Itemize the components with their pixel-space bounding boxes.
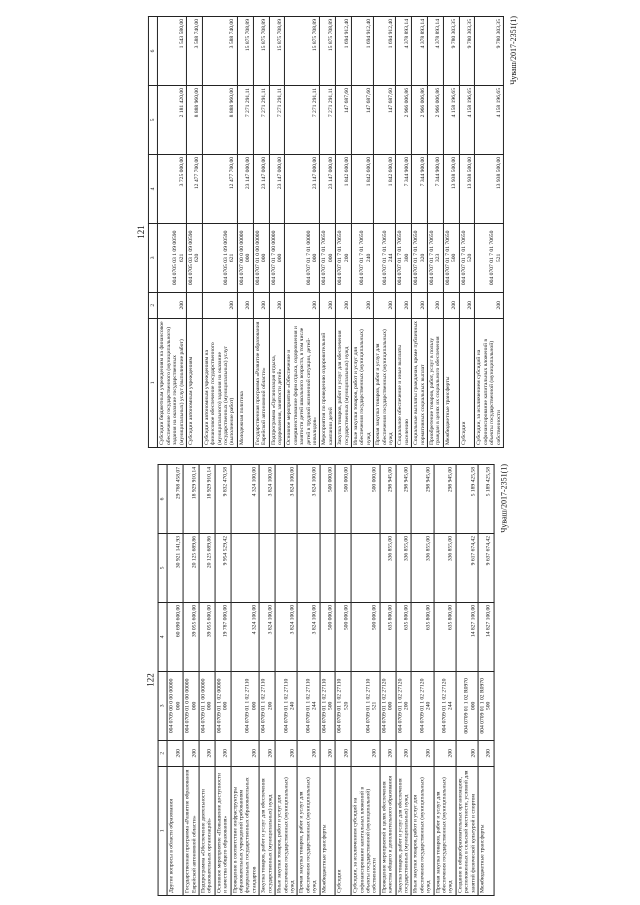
column-header: 3: [148, 223, 157, 292]
row-approved-amount: 14 827 100,00: [478, 602, 494, 671]
row-line-code: 200: [396, 740, 412, 766]
row-description: Закупка товаров, работ и услуг для обеспечения государственных (муниципальных) нужд: [336, 318, 352, 447]
row-budget-code: 004 0707 01 7 01 70650 200: [336, 223, 352, 292]
row-executed-amount: 8 888 960,00: [186, 85, 202, 154]
page-122: [4, 460, 636, 900]
row-unexecuted-amount: 5 189 425,58: [456, 465, 478, 534]
row-line-code: 200: [351, 292, 373, 318]
row-unexecuted-amount: 5 189 425,58: [478, 465, 494, 534]
row-budget-code: 004 0707 01 7 01 00000 000: [285, 223, 320, 292]
row-line-code: [186, 292, 202, 318]
row-approved-amount: 635 800,00: [396, 602, 412, 671]
row-unexecuted-amount: 4 378 893,14: [412, 17, 428, 86]
row-budget-code: 004 0709 01 1 02 27110 200: [259, 671, 275, 740]
table-row: [475, 17, 504, 448]
row-line-code: 200: [396, 292, 412, 318]
row-budget-code: 004 0709 01 1 02 27110 240: [275, 671, 297, 740]
table-row: [351, 17, 373, 448]
row-unexecuted-amount: 9 780 303,35: [443, 17, 459, 86]
table-row: [269, 17, 285, 448]
row-description: Молодежная политика: [237, 318, 253, 447]
row-description: Социальное обеспечение и иные выплаты населению: [396, 318, 412, 447]
row-description: Подпрограмма «Организация отдыха, оздоровления, занятости детей»: [269, 318, 285, 447]
row-executed-amount: [320, 533, 336, 602]
row-budget-code: 004 0709 01 1 02 R0970 500: [478, 671, 494, 740]
table-row: [396, 17, 412, 448]
row-budget-code: 004 0705 03 1 09 00590 620: [186, 223, 202, 292]
row-approved-amount: 60 690 600,00: [167, 602, 183, 671]
row-executed-amount: 2 966 006,86: [396, 85, 412, 154]
row-description: Прочая закупка товаров, работ и услуг для обеспечения государственных (муниципальных) нужд: [434, 766, 456, 895]
column-header: 1: [158, 766, 167, 895]
row-budget-code: 004 0705 03 1 09 00590 621: [158, 223, 187, 292]
row-approved-amount: 3 824 100,00: [259, 602, 275, 671]
document-footer: Чуваш/2017-2351(1): [509, 16, 519, 85]
table-row: [320, 465, 336, 896]
row-executed-amount: [335, 533, 351, 602]
row-executed-amount: 9 954 529,42: [215, 533, 231, 602]
row-executed-amount: 20 125 689,86: [199, 533, 215, 602]
column-header: 2: [158, 740, 167, 766]
row-line-code: 200: [320, 740, 336, 766]
row-approved-amount: 3 725 000,00: [158, 154, 187, 223]
row-approved-amount: 14 827 100,00: [456, 602, 478, 671]
row-unexecuted-amount: 18 929 910,14: [199, 465, 215, 534]
row-line-code: 200: [412, 292, 428, 318]
row-unexecuted-amount: 4 324 100,00: [231, 465, 260, 534]
row-approved-amount: 500 000,00: [320, 602, 336, 671]
page-number: 121: [135, 225, 146, 239]
row-unexecuted-amount: 298 945,00: [396, 465, 412, 534]
row-executed-amount: [275, 533, 297, 602]
row-line-code: 200: [231, 740, 260, 766]
row-line-code: 200: [336, 292, 352, 318]
row-approved-amount: 23 147 000,00: [253, 154, 269, 223]
row-unexecuted-amount: 15 875 708,89: [269, 17, 285, 86]
row-approved-amount: 7 344 900,00: [427, 154, 443, 223]
table-row: [335, 465, 351, 896]
row-executed-amount: [351, 533, 380, 602]
row-budget-code: 004 0707 01 7 01 70650 520: [459, 223, 475, 292]
row-budget-code: 004 0707 01 7 01 70650 323: [427, 223, 443, 292]
row-line-code: 200: [285, 292, 320, 318]
row-executed-amount: 7 271 291,11: [285, 85, 320, 154]
row-line-code: 200: [434, 740, 456, 766]
row-unexecuted-amount: 15 875 708,89: [237, 17, 253, 86]
page-number: 122: [145, 673, 156, 687]
row-executed-amount: 336 855,00: [396, 533, 412, 602]
row-approved-amount: 1 842 600,00: [351, 154, 373, 223]
page-122-rotated-content: [145, 464, 509, 896]
row-approved-amount: 635 800,00: [434, 602, 456, 671]
row-description: Субсидии, за исключением субсидий на софинансирование капитальных вложений в объекты государственной (муниципальной) собственности: [351, 766, 380, 895]
row-unexecuted-amount: 298 945,00: [380, 465, 396, 534]
table-row: [253, 17, 269, 448]
row-budget-code: 004 0709 01 1 02 00000 000: [215, 671, 231, 740]
row-approved-amount: 39 055 600,00: [199, 602, 215, 671]
row-budget-code: 004 0707 01 7 01 70650 300: [396, 223, 412, 292]
row-approved-amount: 1 842 600,00: [336, 154, 352, 223]
row-description: Межбюджетные трансферты: [320, 766, 336, 895]
column-header: 2: [148, 292, 157, 318]
row-approved-amount: 13 938 500,00: [443, 154, 459, 223]
table-row: [259, 465, 275, 896]
row-executed-amount: 7 271 291,11: [253, 85, 269, 154]
row-budget-code: 004 0709 01 1 02 27120 244: [434, 671, 456, 740]
row-description: Прочая закупка товаров, работ и услуг для обеспечения государственных (муниципальных) нужд: [297, 766, 319, 895]
table-row: [186, 17, 202, 448]
row-approved-amount: 3 824 100,00: [275, 602, 297, 671]
row-line-code: 200: [427, 292, 443, 318]
row-unexecuted-amount: 3 824 100,00: [297, 465, 319, 534]
row-line-code: 200: [167, 740, 183, 766]
row-approved-amount: 23 147 000,00: [320, 154, 336, 223]
table-row: [158, 17, 187, 448]
row-executed-amount: 7 271 291,11: [237, 85, 253, 154]
table-row: [374, 17, 396, 448]
budget-table: [158, 464, 495, 896]
table-header-row: [148, 17, 157, 448]
row-unexecuted-amount: 1 694 912,40: [336, 17, 352, 86]
row-approved-amount: 23 147 000,00: [285, 154, 320, 223]
column-header: 1: [148, 318, 157, 447]
row-unexecuted-amount: 1 694 912,40: [374, 17, 396, 86]
row-line-code: 200: [478, 740, 494, 766]
row-budget-code: 004 0709 01 1 02 27120 000: [380, 671, 396, 740]
row-executed-amount: 147 687,60: [336, 85, 352, 154]
row-budget-code: 004 0709 01 1 02 27110 520: [335, 671, 351, 740]
table-row: [427, 17, 443, 448]
row-line-code: 200: [259, 740, 275, 766]
row-budget-code: 004 0709 01 1 02 R0970 000: [456, 671, 478, 740]
row-description: Иные закупки товаров, работ и услуг для обеспечения государственных (муниципальных) нужд: [275, 766, 297, 895]
row-budget-code: 004 0705 03 1 09 00590 621: [202, 223, 237, 292]
row-description: Иные закупки товаров, работ и услуг для обеспечения государственных (муниципальных) нужд: [351, 318, 373, 447]
row-line-code: 200: [320, 292, 336, 318]
table-row: [380, 465, 396, 896]
document-footer: Чуваш/2017-2351(1): [499, 464, 509, 533]
row-unexecuted-amount: 298 945,00: [411, 465, 433, 534]
row-description: Субсидии автономным учреждениям: [186, 318, 202, 447]
row-description: Межбюджетные трансферты: [478, 766, 494, 895]
row-unexecuted-amount: 29 768 458,07: [167, 465, 183, 534]
row-unexecuted-amount: 3 588 740,00: [202, 17, 237, 86]
row-description: Социальные выплаты гражданам, кроме публичных нормативных социальных выплат: [412, 318, 428, 447]
row-budget-code: 004 0707 01 7 01 70650 521: [475, 223, 504, 292]
row-description: Субсидии автономным учреждениям на финансовое обеспечение государственного (муниципального) задания на оказание государственных (муниципальных) услуг (выполнение работ): [202, 318, 237, 447]
row-description: Закупка товаров, работ и услуг для обеспечения государственных (муниципальных) нужд: [396, 766, 412, 895]
row-executed-amount: 2 966 006,86: [427, 85, 443, 154]
row-budget-code: 004 0709 01 1 02 27110 000: [231, 671, 260, 740]
row-line-code: 200: [183, 740, 199, 766]
column-header: 6: [158, 465, 167, 534]
row-line-code: 200: [475, 292, 504, 318]
row-description: Мероприятия по проведению оздоровительной кампании детей: [320, 318, 336, 447]
table-row: [297, 465, 319, 896]
table-row: [434, 465, 456, 896]
table-row: [351, 465, 380, 896]
row-executed-amount: 20 125 689,86: [183, 533, 199, 602]
row-unexecuted-amount: 500 000,00: [351, 465, 380, 534]
row-executed-amount: 147 687,60: [351, 85, 373, 154]
row-budget-code: 004 0709 01 1 02 27110 500: [320, 671, 336, 740]
row-budget-code: 004 0707 01 7 00 00000 000: [269, 223, 285, 292]
row-unexecuted-amount: 18 929 910,14: [183, 465, 199, 534]
page-121: [4, 12, 636, 452]
table-row: [237, 17, 253, 448]
row-executed-amount: [297, 533, 319, 602]
table-row: [412, 17, 428, 448]
row-description: Проведение в соответствие инфраструктуры образовательных учреждений требованиям федеральных государственных образовательных стандартов: [231, 766, 260, 895]
row-approved-amount: 500 000,00: [351, 602, 380, 671]
row-budget-code: 004 0707 01 7 01 70650 500: [443, 223, 459, 292]
table-row: [231, 465, 260, 896]
row-description: Прочая закупка товаров, работ и услуг для обеспечения государственных (муниципальных) нужд: [374, 318, 396, 447]
column-header: 3: [158, 671, 167, 740]
row-executed-amount: 147 687,60: [374, 85, 396, 154]
row-line-code: 200: [269, 292, 285, 318]
row-unexecuted-amount: 4 378 893,14: [427, 17, 443, 86]
row-executed-amount: 2 966 006,86: [412, 85, 428, 154]
row-line-code: 200: [202, 292, 237, 318]
budget-table: [148, 16, 504, 448]
row-unexecuted-amount: 15 875 708,89: [285, 17, 320, 86]
row-executed-amount: 7 271 291,11: [320, 85, 336, 154]
table-row: [396, 465, 412, 896]
table-row: [199, 465, 215, 896]
row-approved-amount: 1 842 600,00: [374, 154, 396, 223]
row-line-code: 200: [199, 740, 215, 766]
row-line-code: 200: [237, 292, 253, 318]
row-unexecuted-amount: 3 824 100,00: [275, 465, 297, 534]
table-header-row: [158, 465, 167, 896]
row-unexecuted-amount: 3 588 740,00: [186, 17, 202, 86]
row-line-code: 200: [374, 292, 396, 318]
row-description: Закупка товаров, работ и услуг для обеспечения государственных (муниципальных) нужд: [259, 766, 275, 895]
table-row: [320, 17, 336, 448]
row-unexecuted-amount: 15 875 708,89: [253, 17, 269, 86]
row-executed-amount: [259, 533, 275, 602]
row-executed-amount: 7 271 291,11: [269, 85, 285, 154]
page-121-rotated-content: [135, 16, 519, 448]
row-budget-code: 004 0707 00 0 00 00000 000: [237, 223, 253, 292]
column-header: 5: [158, 533, 167, 602]
row-unexecuted-amount: 4 378 893,14: [396, 17, 412, 86]
row-executed-amount: 9 637 674,42: [478, 533, 494, 602]
row-executed-amount: 4 158 196,65: [443, 85, 459, 154]
row-unexecuted-amount: 298 945,00: [434, 465, 456, 534]
row-approved-amount: 3 824 100,00: [297, 602, 319, 671]
row-line-code: 200: [215, 740, 231, 766]
row-description: Создание в общеобразовательных организациях, расположенных в сельской местности, условий для занятий физической культурой и спортом: [456, 766, 478, 895]
column-header: 4: [148, 154, 157, 223]
row-executed-amount: 8 888 960,00: [202, 85, 237, 154]
row-description: Субсидии: [335, 766, 351, 895]
row-budget-code: 004 0707 01 7 01 70650 240: [351, 223, 373, 292]
row-executed-amount: 2 181 420,00: [158, 85, 187, 154]
row-description: Основное мероприятие «Повышение доступности и качества общего образования»: [215, 766, 231, 895]
row-executed-amount: 336 855,00: [380, 533, 396, 602]
row-budget-code: 004 0709 00 0 00 00000 000: [167, 671, 183, 740]
row-line-code: 200: [459, 292, 475, 318]
column-header: 5: [148, 85, 157, 154]
row-budget-code: 004 0707 01 0 00 00000 000: [253, 223, 269, 292]
table-row: [202, 17, 237, 448]
row-budget-code: 004 0709 01 0 00 00000 000: [183, 671, 199, 740]
row-description: Иные закупки товаров, работ и услуг для обеспечения государственных (муниципальных) нужд: [411, 766, 433, 895]
table-row: [443, 17, 459, 448]
row-executed-amount: 336 855,00: [411, 533, 433, 602]
column-header: 6: [148, 17, 157, 86]
row-line-code: 200: [275, 740, 297, 766]
row-approved-amount: 39 055 600,00: [183, 602, 199, 671]
row-unexecuted-amount: 15 875 708,89: [320, 17, 336, 86]
table-row: [459, 17, 475, 448]
row-line-code: 200: [380, 740, 396, 766]
row-approved-amount: 13 938 500,00: [459, 154, 475, 223]
row-executed-amount: [231, 533, 260, 602]
row-description: Государственная программа «Развитие образования Еврейской автономной области»: [183, 766, 199, 895]
table-row: [456, 465, 478, 896]
row-executed-amount: 9 617 674,42: [456, 533, 478, 602]
table-row: [478, 465, 494, 896]
row-approved-amount: 635 800,00: [411, 602, 433, 671]
row-description: Подпрограмма «Обеспечение деятельности образовательных организаций»: [199, 766, 215, 895]
row-approved-amount: 7 344 900,00: [396, 154, 412, 223]
row-description: Приобретение товаров, работ, услуг в пользу граждан в целях их социального обеспечения: [427, 318, 443, 447]
row-line-code: 200: [335, 740, 351, 766]
row-approved-amount: 12 477 700,00: [202, 154, 237, 223]
row-unexecuted-amount: 9 780 303,35: [475, 17, 504, 86]
row-description: Другие вопросы в области образования: [167, 766, 183, 895]
column-header: 4: [158, 602, 167, 671]
row-unexecuted-amount: 1 543 580,00: [158, 17, 187, 86]
row-executed-amount: 30 921 141,93: [167, 533, 183, 602]
row-line-code: 200: [253, 292, 269, 318]
row-line-code: 200: [297, 740, 319, 766]
row-approved-amount: 500 000,00: [335, 602, 351, 671]
row-approved-amount: 12 477 700,00: [186, 154, 202, 223]
row-description: Субсидии: [459, 318, 475, 447]
row-unexecuted-amount: 9 832 470,58: [215, 465, 231, 534]
row-description: Субсидии бюджетным учреждениям на финансовое обеспечение государственного (муниципального) задания на оказание государственных (муниципальных) услуг (выполнение работ): [158, 318, 187, 447]
row-budget-code: 004 0707 01 7 01 70650 320: [412, 223, 428, 292]
row-description: Государственная программа «Развитие образования Еврейской автономной области»: [253, 318, 269, 447]
table-row: [336, 17, 352, 448]
row-unexecuted-amount: 500 000,00: [320, 465, 336, 534]
row-executed-amount: 4 158 196,65: [475, 85, 504, 154]
row-unexecuted-amount: 500 000,00: [335, 465, 351, 534]
row-unexecuted-amount: 9 780 303,35: [459, 17, 475, 86]
row-unexecuted-amount: 3 824 100,00: [259, 465, 275, 534]
table-row: [285, 17, 320, 448]
table-row: [275, 465, 297, 896]
row-line-code: 200: [411, 740, 433, 766]
row-approved-amount: 13 938 500,00: [475, 154, 504, 223]
row-unexecuted-amount: 1 694 912,40: [351, 17, 373, 86]
row-budget-code: 004 0709 01 1 00 00000 000: [199, 671, 215, 740]
row-budget-code: 004 0709 01 1 02 27110 521: [351, 671, 380, 740]
row-approved-amount: 7 344 900,00: [412, 154, 428, 223]
row-line-code: 200: [158, 292, 187, 318]
row-budget-code: 004 0709 01 1 02 27120 240: [411, 671, 433, 740]
row-budget-code: 004 0709 01 1 02 27110 244: [297, 671, 319, 740]
row-executed-amount: 336 855,00: [434, 533, 456, 602]
table-row: [167, 465, 183, 896]
table-row: [411, 465, 433, 896]
row-line-code: 200: [443, 292, 459, 318]
row-budget-code: 004 0707 01 7 01 70650 244: [374, 223, 396, 292]
table-row: [183, 465, 199, 896]
row-approved-amount: 19 787 000,00: [215, 602, 231, 671]
row-approved-amount: 635 800,00: [380, 602, 396, 671]
row-approved-amount: 23 147 000,00: [269, 154, 285, 223]
row-approved-amount: 23 147 000,00: [237, 154, 253, 223]
row-budget-code: 004 0709 01 1 02 27120 200: [396, 671, 412, 740]
row-executed-amount: 4 158 196,65: [459, 85, 475, 154]
row-description: Межбюджетные трансферты: [443, 318, 459, 447]
row-line-code: 200: [351, 740, 380, 766]
row-approved-amount: 4 324 100,00: [231, 602, 260, 671]
row-description: Проведение мероприятий в целях обеспечения качества общего и дополнительного образования: [380, 766, 396, 895]
row-budget-code: 004 0707 01 7 01 70650 000: [320, 223, 336, 292]
row-description: Основное мероприятие «Обеспечение и совершенствование форм отдыха, оздоровления и занятости детей школьного возраста, в том числе детей в трудной жизненной ситуации, детей-инвалидов»: [285, 318, 320, 447]
table-row: [215, 465, 231, 896]
row-line-code: 200: [456, 740, 478, 766]
row-description: Субсидии, за исключением субсидий на софинансирование капитальных вложений в объекты государственной (муниципальной) собственности: [475, 318, 504, 447]
